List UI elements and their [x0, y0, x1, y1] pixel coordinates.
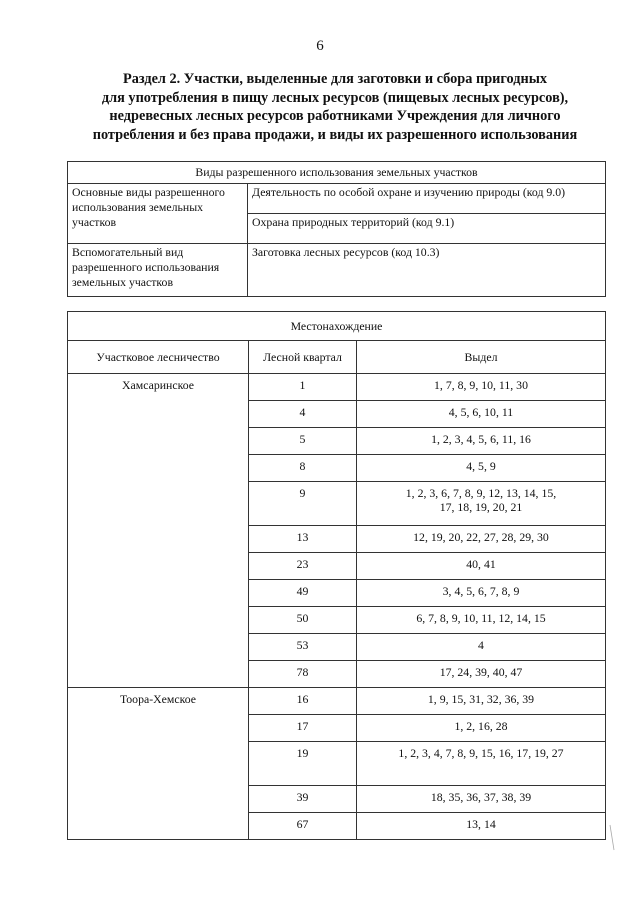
forestry-name: Хамсаринское: [68, 374, 249, 688]
quarter-cell: 39: [249, 786, 357, 813]
location-header: Местонахождение: [68, 312, 606, 341]
quarter-cell: 1: [249, 374, 357, 401]
table-row: [68, 688, 606, 715]
permitted-use-header: Виды разрешенного использования земельных участков: [68, 162, 606, 184]
title-line: потребления и без права продажи, и виды их разрешенного использования: [92, 126, 578, 143]
page-number: 6: [316, 38, 324, 54]
quarter-cell: 67: [249, 813, 357, 840]
quarter-cell: 9: [249, 482, 357, 526]
plots-cell: 1, 2, 3, 4, 7, 8, 9, 15, 16, 17, 19, 27: [357, 742, 606, 786]
page-margin-mark: [600, 820, 630, 860]
quarter-cell: 13: [249, 526, 357, 553]
aux-use-label: Вспомогательный вид разрешенного использования земельных участков: [68, 244, 248, 297]
quarter-cell: 16: [249, 688, 357, 715]
main-use-item: Деятельность по особой охране и изучению природы (код 9.0): [248, 184, 606, 214]
quarter-cell: 50: [249, 607, 357, 634]
plots-cell: 6, 7, 8, 9, 10, 11, 12, 14, 15: [357, 607, 606, 634]
location-table: [67, 311, 606, 840]
main-use-label: Основные виды разрешенного использования земельных участков: [68, 184, 248, 244]
plots-cell: 1, 7, 8, 9, 10, 11, 30: [357, 374, 606, 401]
plots-cell: 13, 14: [357, 813, 606, 840]
permitted-use-table: [67, 161, 606, 297]
plots-cell: 18, 35, 36, 37, 38, 39: [357, 786, 606, 813]
quarter-cell: 5: [249, 428, 357, 455]
plots-cell: 1, 2, 3, 4, 5, 6, 11, 16: [357, 428, 606, 455]
table-row: [68, 374, 606, 401]
column-header-forestry: Участковое лесничество: [68, 341, 249, 374]
plots-cell: 4, 5, 6, 10, 11: [357, 401, 606, 428]
quarter-cell: 17: [249, 715, 357, 742]
forestry-name: Тоора-Хемское: [68, 688, 249, 840]
plots-cell: 4: [357, 634, 606, 661]
section-title: [70, 70, 600, 144]
plots-cell: 1, 2, 3, 6, 7, 8, 9, 12, 13, 14, 15, 17, 18, 19, 20, 21: [357, 482, 606, 526]
plots-cell: 3, 4, 5, 6, 7, 8, 9: [357, 580, 606, 607]
quarter-cell: 78: [249, 661, 357, 688]
quarter-cell: 49: [249, 580, 357, 607]
plots-cell: 4, 5, 9: [357, 455, 606, 482]
plots-cell: 12, 19, 20, 22, 27, 28, 29, 30: [357, 526, 606, 553]
column-header-plots: Выдел: [357, 341, 606, 374]
main-use-item: Охрана природных территорий (код 9.1): [248, 214, 606, 244]
plots-cell: 1, 2, 16, 28: [357, 715, 606, 742]
quarter-cell: 4: [249, 401, 357, 428]
quarter-cell: 8: [249, 455, 357, 482]
title-line: Раздел 2. Участки, выделенные для заготовки и сбора пригодных: [122, 71, 548, 87]
title-line: для употребления в пищу лесных ресурсов (пищевых лесных ресурсов),: [101, 89, 569, 106]
quarter-cell: 23: [249, 553, 357, 580]
plots-cell: 17, 24, 39, 40, 47: [357, 661, 606, 688]
plots-cell: 1, 9, 15, 31, 32, 36, 39: [357, 688, 606, 715]
plots-cell: 40, 41: [357, 553, 606, 580]
column-header-quarter: Лесной квартал: [249, 341, 357, 374]
aux-use-item: Заготовка лесных ресурсов (код 10.3): [248, 244, 606, 297]
title-line: недревесных лесных ресурсов работниками Учреждения для личного: [109, 108, 561, 124]
quarter-cell: 19: [249, 742, 357, 786]
quarter-cell: 53: [249, 634, 357, 661]
